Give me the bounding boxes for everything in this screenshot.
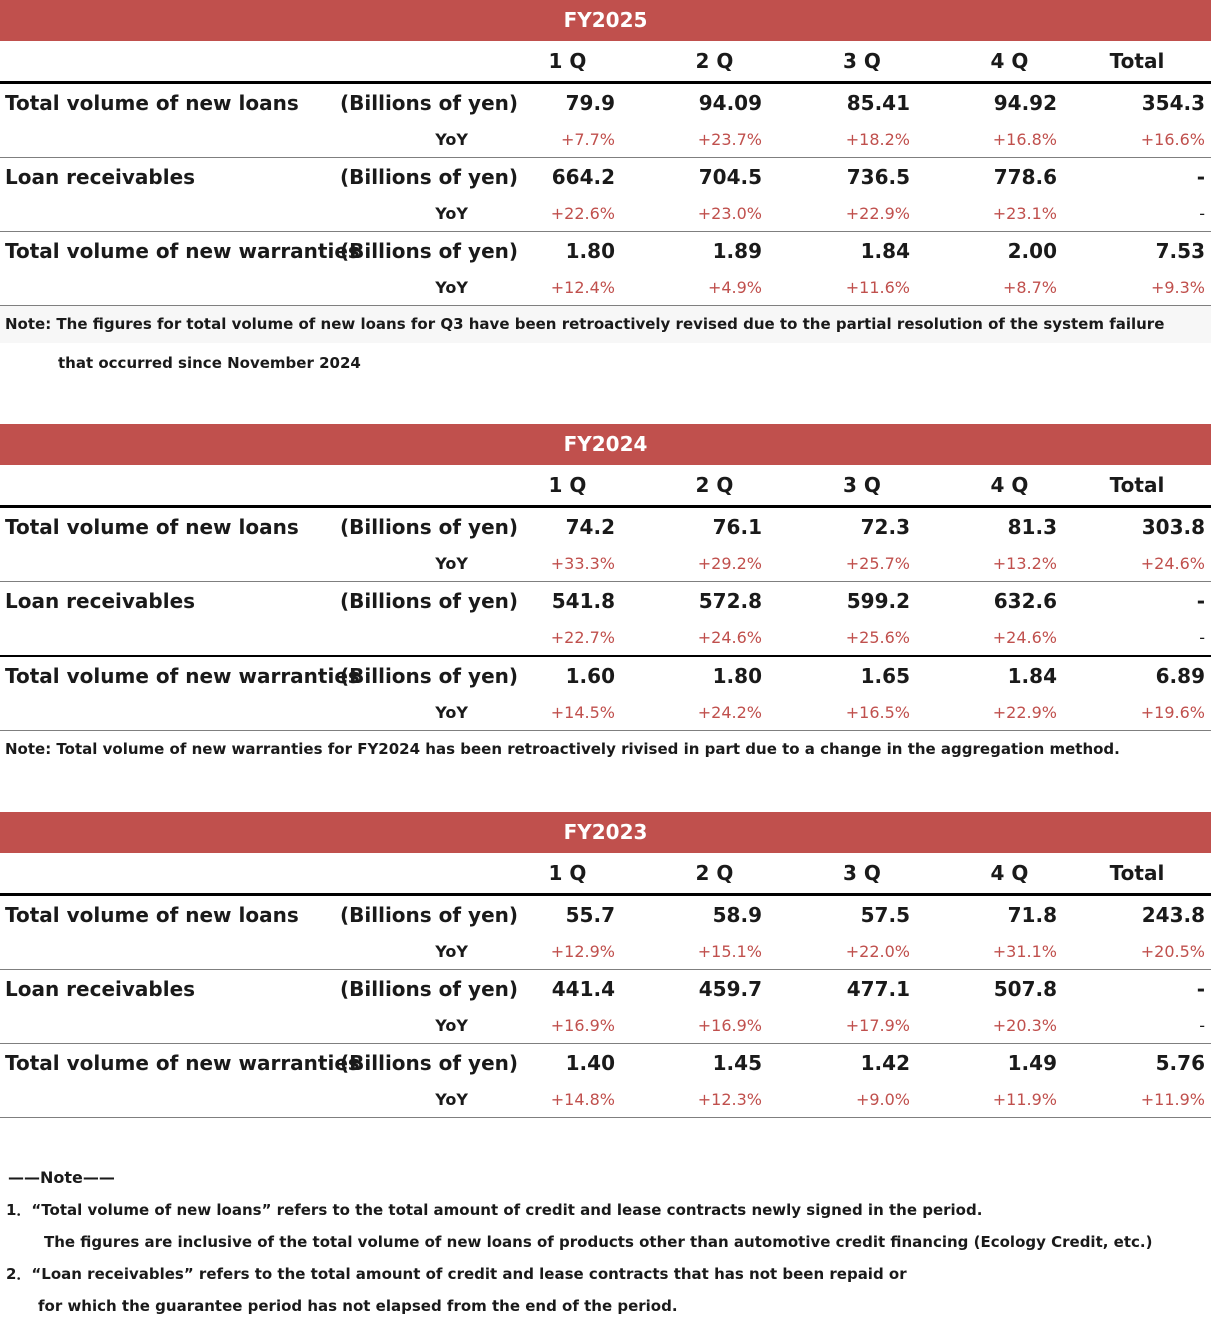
yoy-cell: +18.2%: [845, 129, 910, 149]
loans-yoy-row: [0, 545, 1211, 582]
footnote: [0, 1162, 1211, 1322]
yoy-cell: +22.7%: [550, 627, 615, 647]
footnote-item-2: 2．“Loan receivables” refers to the total amount of credit and lease contracts that has not been repaid or: [6, 1265, 907, 1283]
yoy-label: YoY: [435, 553, 468, 573]
yoy-cell: +29.2%: [697, 553, 762, 573]
yoy-cell: +14.8%: [550, 1089, 615, 1109]
fy2023-title: FY2023: [0, 812, 1211, 853]
total-cell: 303.8: [1141, 514, 1205, 539]
receivables-yoy-row: [0, 619, 1211, 656]
receivables-row: [0, 582, 1211, 620]
yoy-cell: +23.0%: [697, 203, 762, 223]
yoy-cell: +25.6%: [845, 627, 910, 647]
row-label: Loan receivables: [5, 164, 196, 189]
total-cell: 354.3: [1141, 90, 1205, 115]
unit-label: (Billions of yen): [340, 514, 519, 539]
total-cell: -: [1196, 976, 1205, 1001]
yoy-cell: +9.0%: [855, 1089, 910, 1109]
value-cell: 778.6: [993, 164, 1057, 189]
unit-label: (Billions of yen): [340, 902, 519, 927]
value-cell: 1.42: [860, 1050, 910, 1075]
yoy-cell: +13.2%: [992, 553, 1057, 573]
total-cell: 7.53: [1155, 238, 1205, 263]
yoy-cell: +8.7%: [1002, 277, 1057, 297]
receivables-yoy-row: [0, 1007, 1211, 1044]
value-cell: 441.4: [551, 976, 615, 1001]
yoy-cell: +22.0%: [845, 941, 910, 961]
value-cell: 1.84: [860, 238, 910, 263]
row-label: Total volume of new loans: [5, 514, 299, 539]
value-cell: 736.5: [846, 164, 910, 189]
value-cell: 1.49: [1007, 1050, 1057, 1075]
unit-label: (Billions of yen): [340, 588, 519, 613]
fy2025-section: [0, 0, 1211, 383]
fy2025-table: [0, 41, 1211, 306]
value-cell: 1.80: [565, 238, 615, 263]
value-cell: 58.9: [712, 902, 762, 927]
yoy-total-cell: +9.3%: [1150, 277, 1205, 297]
value-cell: 541.8: [551, 588, 615, 613]
yoy-cell: +12.3%: [697, 1089, 762, 1109]
value-cell: 599.2: [846, 588, 910, 613]
row-label: Total volume of new warranties: [5, 238, 360, 263]
value-cell: 71.8: [1007, 902, 1057, 927]
row-label: Total volume of new loans: [5, 90, 299, 115]
yoy-cell: +24.6%: [992, 627, 1057, 647]
warranties-row: [0, 1044, 1211, 1082]
receivables-yoy-row: [0, 195, 1211, 232]
total-cell: 5.76: [1155, 1050, 1205, 1075]
yoy-label: YoY: [435, 203, 468, 223]
yoy-label: YoY: [435, 1015, 468, 1035]
unit-label: (Billions of yen): [340, 90, 519, 115]
fy2024-title: FY2024: [0, 424, 1211, 465]
row-label: Loan receivables: [5, 588, 196, 613]
value-cell: 507.8: [993, 976, 1057, 1001]
warranties-yoy-row: [0, 1081, 1211, 1118]
row-label: Loan receivables: [5, 976, 196, 1001]
fy2025-note: Note: The figures for total volume of new loans for Q3 have been retroactively revised due to the partial resolution of the system failure: [0, 306, 1211, 343]
unit-label: (Billions of yen): [340, 164, 519, 189]
yoy-cell: +11.9%: [992, 1089, 1057, 1109]
footnote-item-1: 1．“Total volume of new loans” refers to the total amount of credit and lease contracts newly signed in the period.: [6, 1201, 983, 1219]
yoy-total-cell: +24.6%: [1140, 553, 1205, 573]
loans-yoy-row: [0, 933, 1211, 970]
yoy-cell: +22.6%: [550, 203, 615, 223]
value-cell: 1.80: [712, 663, 762, 688]
value-cell: 1.84: [1007, 663, 1057, 688]
value-cell: 94.92: [993, 90, 1057, 115]
yoy-total-cell: +16.6%: [1140, 129, 1205, 149]
unit-label: (Billions of yen): [340, 663, 519, 688]
value-cell: 1.60: [565, 663, 615, 688]
value-cell: 477.1: [846, 976, 910, 1001]
yoy-cell: +4.9%: [707, 277, 762, 297]
yoy-cell: +23.1%: [992, 203, 1057, 223]
value-cell: 459.7: [698, 976, 762, 1001]
q3-header: 3 Q: [843, 473, 881, 497]
warranties-yoy-row: [0, 694, 1211, 731]
q2-header: 2 Q: [695, 473, 734, 497]
q3-header: 3 Q: [843, 49, 881, 73]
yoy-label: YoY: [435, 277, 468, 297]
q2-header: 2 Q: [695, 49, 734, 73]
yoy-cell: +25.7%: [845, 553, 910, 573]
value-cell: 1.45: [712, 1050, 762, 1075]
yoy-cell: +16.8%: [992, 129, 1057, 149]
yoy-total-cell: +19.6%: [1140, 702, 1205, 722]
yoy-cell: +31.1%: [992, 941, 1057, 961]
value-cell: 79.9: [565, 90, 615, 115]
total-cell: 6.89: [1155, 663, 1205, 688]
yoy-total-cell: +11.9%: [1140, 1089, 1205, 1109]
value-cell: 1.65: [860, 663, 910, 688]
yoy-total-cell: +20.5%: [1140, 941, 1205, 961]
yoy-cell: +11.6%: [845, 277, 910, 297]
value-cell: 2.00: [1007, 238, 1057, 263]
q1-header: 1 Q: [548, 861, 587, 885]
value-cell: 55.7: [565, 902, 615, 927]
unit-label: (Billions of yen): [340, 976, 519, 1001]
total-header: Total: [1109, 49, 1165, 73]
yoy-label: YoY: [435, 702, 468, 722]
yoy-cell: +12.4%: [550, 277, 615, 297]
value-cell: 85.41: [846, 90, 910, 115]
value-cell: 94.09: [698, 90, 762, 115]
header-row: [0, 41, 1211, 83]
receivables-row: [0, 970, 1211, 1008]
yoy-total-cell: -: [1199, 1015, 1205, 1035]
value-cell: 74.2: [565, 514, 615, 539]
loans-row: [0, 895, 1211, 934]
header-row: [0, 853, 1211, 895]
loans-row: [0, 507, 1211, 546]
yoy-cell: +15.1%: [697, 941, 762, 961]
warranties-yoy-row: [0, 269, 1211, 306]
total-cell: -: [1196, 164, 1205, 189]
unit-label: (Billions of yen): [340, 1050, 519, 1075]
footnote-title: ——Note——: [8, 1168, 115, 1187]
yoy-cell: +23.7%: [697, 129, 762, 149]
header-row: [0, 465, 1211, 507]
yoy-label: YoY: [435, 1089, 468, 1109]
fy2024-table: [0, 465, 1211, 731]
value-cell: 704.5: [698, 164, 762, 189]
q4-header: 4 Q: [990, 49, 1029, 73]
yoy-label: YoY: [435, 941, 468, 961]
yoy-cell: +24.6%: [697, 627, 762, 647]
yoy-cell: +20.3%: [992, 1015, 1057, 1035]
yoy-cell: +24.2%: [697, 702, 762, 722]
yoy-label: YoY: [435, 129, 468, 149]
value-cell: 572.8: [698, 588, 762, 613]
fy2023-section: [0, 812, 1211, 1118]
q1-header: 1 Q: [548, 49, 587, 73]
yoy-cell: +17.9%: [845, 1015, 910, 1035]
total-cell: -: [1196, 588, 1205, 613]
total-cell: 243.8: [1141, 902, 1205, 927]
fy2024-note: Note: Total volume of new warranties for FY2024 has been retroactively rivised in part due to a change in the aggregation method.: [0, 731, 1211, 768]
fy2024-section: [0, 424, 1211, 768]
value-cell: 632.6: [993, 588, 1057, 613]
fy2025-note-cont: that occurred since November 2024: [58, 354, 361, 372]
value-cell: 664.2: [551, 164, 615, 189]
q2-header: 2 Q: [695, 861, 734, 885]
yoy-total-cell: -: [1199, 203, 1205, 223]
loans-yoy-row: [0, 121, 1211, 158]
value-cell: 72.3: [860, 514, 910, 539]
value-cell: 76.1: [712, 514, 762, 539]
yoy-cell: +33.3%: [550, 553, 615, 573]
total-header: Total: [1109, 473, 1165, 497]
total-header: Total: [1109, 861, 1165, 885]
row-label: Total volume of new warranties: [5, 1050, 360, 1075]
value-cell: 1.89: [712, 238, 762, 263]
q1-header: 1 Q: [548, 473, 587, 497]
row-label: Total volume of new warranties: [5, 663, 360, 688]
value-cell: 1.40: [565, 1050, 615, 1075]
fy2023-table: [0, 853, 1211, 1118]
q4-header: 4 Q: [990, 861, 1029, 885]
value-cell: 57.5: [860, 902, 910, 927]
yoy-cell: +12.9%: [550, 941, 615, 961]
footnote-item-1-cont: The figures are inclusive of the total volume of new loans of products other than automotive credit financing (Ecology Credit, etc.): [44, 1233, 1153, 1251]
yoy-cell: +22.9%: [845, 203, 910, 223]
value-cell: 81.3: [1007, 514, 1057, 539]
unit-label: (Billions of yen): [340, 238, 519, 263]
yoy-cell: +22.9%: [992, 702, 1057, 722]
yoy-cell: +16.9%: [550, 1015, 615, 1035]
loans-row: [0, 83, 1211, 122]
yoy-cell: +14.5%: [550, 702, 615, 722]
yoy-cell: +16.9%: [697, 1015, 762, 1035]
receivables-row: [0, 158, 1211, 196]
warranties-row: [0, 656, 1211, 694]
yoy-total-cell: -: [1199, 627, 1205, 647]
row-label: Total volume of new loans: [5, 902, 299, 927]
footnote-item-2-cont: for which the guarantee period has not elapsed from the end of the period.: [38, 1297, 678, 1315]
q4-header: 4 Q: [990, 473, 1029, 497]
q3-header: 3 Q: [843, 861, 881, 885]
fy2025-title: FY2025: [0, 0, 1211, 41]
yoy-cell: +7.7%: [560, 129, 615, 149]
yoy-cell: +16.5%: [845, 702, 910, 722]
warranties-row: [0, 232, 1211, 270]
